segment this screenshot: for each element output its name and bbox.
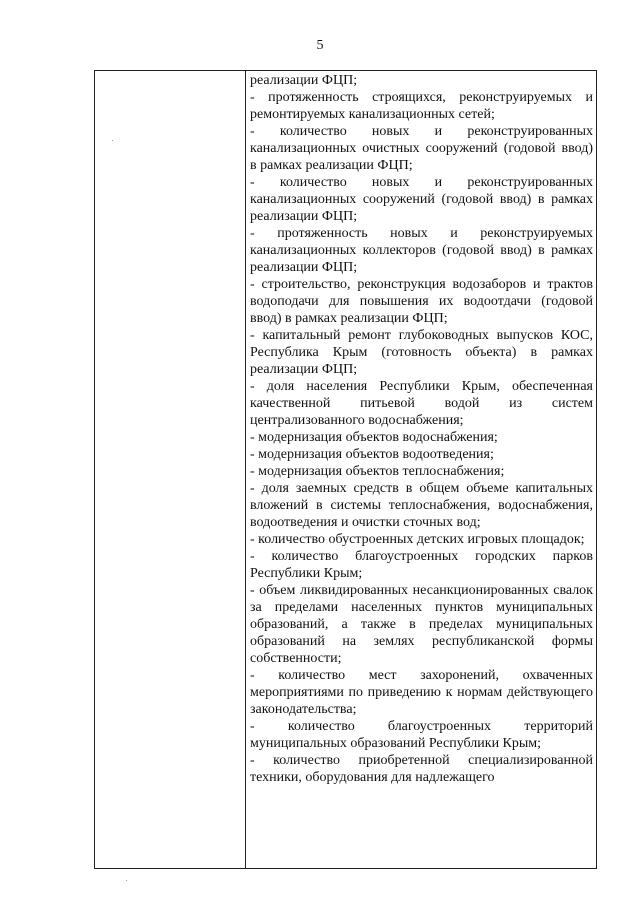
- document-table: [94, 70, 597, 869]
- indicator-item: - модернизация объектов водоотведения;: [250, 447, 494, 462]
- indicator-item: - количество новых и реконструированных канализационных очистных сооружений (годовой ввод) в рамках реализации ФЦП;: [250, 124, 593, 173]
- indicator-item: - модернизация объектов водоснабжения;: [250, 430, 498, 445]
- page-number: 5: [316, 38, 324, 53]
- indicator-item: - количество обустроенных детских игровых площадок;: [250, 532, 585, 547]
- indicator-item: - количество мест захоронений, охваченных мероприятиями по приведению к нормам действующего законодательства;: [250, 668, 593, 717]
- indicator-item: - капитальный ремонт глубоководных выпусков КОС, Республика Крым (готовность объекта) в рамках реализации ФЦП;: [250, 328, 593, 377]
- indicator-item: - количество приобретенной специализированной техники, оборудования для надлежащего: [250, 753, 593, 785]
- indicator-item: - протяженность строящихся, реконструируемых и ремонтируемых канализационных сетей;: [250, 90, 593, 122]
- indicator-item: реализации ФЦП;: [250, 73, 358, 88]
- table-left-cell: [95, 71, 246, 868]
- indicator-item: - протяженность новых и реконструируемых канализационных коллекторов (годовой ввод) в рамках реализации ФЦП;: [250, 226, 593, 275]
- indicator-item: - количество благоустроенных городских парков Республики Крым;: [250, 549, 593, 581]
- indicator-item: - доля заемных средств в общем объеме капитальных вложений в системы теплоснабжения, водоснабжения, водоотведения и очистки сточных вод;: [250, 481, 593, 530]
- indicator-item: - доля населения Республики Крым, обеспеченная качественной питьевой водой из систем централизованного водоснабжения;: [250, 379, 593, 428]
- scan-speck: [126, 880, 127, 881]
- table-right-cell: [246, 71, 596, 868]
- scan-speck: [112, 140, 113, 141]
- indicator-item: - количество благоустроенных территорий муниципальных образований Республики Крым;: [250, 719, 593, 751]
- indicator-item: - количество новых и реконструированных канализационных сооружений (годовой ввод) в рамках реализации ФЦП;: [250, 175, 593, 224]
- indicator-item: - строительство, реконструкция водозаборов и трактов водоподачи для повышения их водоотдачи (годовой ввод) в рамках реализации ФЦП;: [250, 277, 593, 326]
- indicator-item: - модернизация объектов теплоснабжения;: [250, 464, 505, 479]
- indicator-item: - объем ликвидированных несанкционированных свалок за пределами населенных пунктов муниципальных образований, а также в пределах муниципальных образований на землях республиканской формы собственности;: [250, 583, 593, 666]
